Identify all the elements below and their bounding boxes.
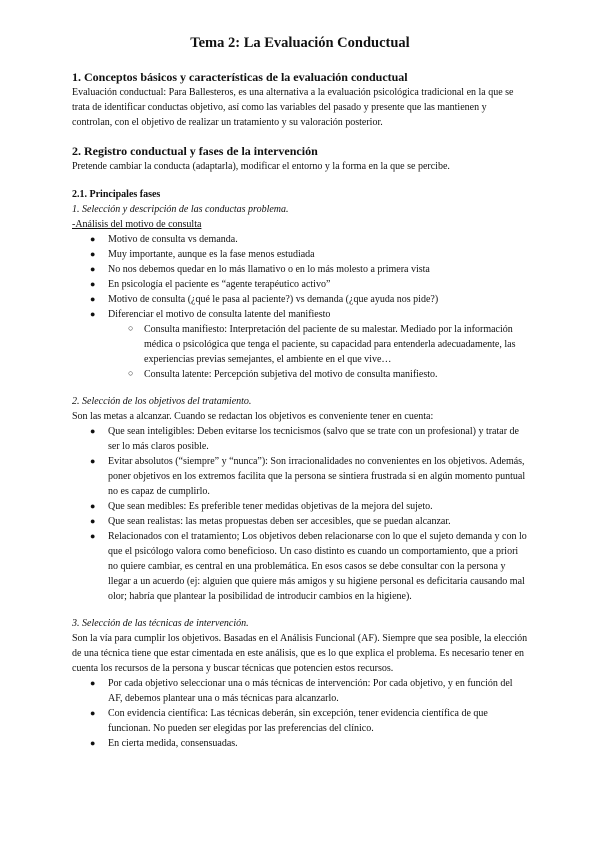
bullet-icon: ● <box>90 456 96 466</box>
bullet-icon: ● <box>90 234 96 244</box>
list-item: ● Que sean inteligibles: Deben evitarse los tecnicismos (salvo que se trate con un profesional) y tratar de ser lo más claros posible. <box>90 426 519 452</box>
section-2-text: Pretende cambiar la conducta (adaptarla), modificar el entorno y la forma en la que se percibe. <box>72 161 450 172</box>
list-item: ● Muy importante, aunque es la fase menos estudiada <box>90 249 315 260</box>
document-title: Tema 2: La Evaluación Conductual <box>190 35 410 51</box>
step-3-list <box>72 676 528 751</box>
list-item: ● En cierta medida, consensuadas. <box>90 738 238 749</box>
circle-bullet-icon: ○ <box>128 368 134 378</box>
step-2-heading: 2. Selección de los objetivos del tratamiento. <box>72 396 252 407</box>
bullet-icon: ● <box>90 294 96 304</box>
list-item: ● En psicología el paciente es “agente terapéutico activo” <box>90 279 331 290</box>
list-item: ● Con evidencia científica: Las técnicas deberán, sin excepción, tener evidencia científica de que funcionan. No pueden ser elegidas por las preferencias del clínico. <box>90 708 488 734</box>
step-1-list <box>72 232 528 382</box>
step-2-list <box>72 424 528 604</box>
list-item: ● Que sean medibles: Es preferible tener medidas objetivas de la mejora del sujeto. <box>90 501 433 512</box>
list-item: ● Evitar absolutos (“siempre” y “nunca”): Son irracionalidades no convenientes en los objetivos. Además, poner objetivos en los extremos facilita que la persona se sintiera frustrada si en algún momento puntual no es capaz de cumplirlo. <box>90 456 526 497</box>
bullet-icon: ● <box>90 309 96 319</box>
nested-list-item: ○ Consulta manifiesto: Interpretación del paciente de su malestar. Mediado por la información médica o psicológica que tenga el paciente, su capacidad para entenderla adecuadamente, las experiencias previas semejantes, el ambiente en el que vive… <box>128 323 516 365</box>
bullet-icon: ● <box>90 249 96 259</box>
section-2-heading: 2. Registro conductual y fases de la intervención <box>72 144 318 158</box>
nested-list <box>72 322 528 382</box>
circle-bullet-icon: ○ <box>128 323 134 333</box>
bullet-icon: ● <box>90 426 96 436</box>
list-item: ● Motivo de consulta vs demanda. <box>90 234 238 245</box>
list-item: ● No nos debemos quedar en lo más llamativo o en lo más molesto a primera vista <box>90 264 430 275</box>
nested-list-item: ○ Consulta latente: Percepción subjetiva del motivo de consulta manifiesto. <box>128 368 438 380</box>
bullet-icon: ● <box>90 738 96 748</box>
bullet-icon: ● <box>90 279 96 289</box>
bullet-icon: ● <box>90 678 96 688</box>
list-item: ● Motivo de consulta (¿qué le pasa al paciente?) vs demanda (¿que ayuda nos pide?) <box>90 294 439 305</box>
step-3-intro: Son la vía para cumplir los objetivos. Basadas en el Análisis Funcional (AF). Siempre que sea posible, la elección de una técnica tiene que estar cimentada en este análisis, que es lo que explica el problema. Es necesario tener en cuenta los recursos de la persona y buscar técnicas que potencien estos recursos. <box>72 633 528 674</box>
list-item: ● Por cada objetivo seleccionar una o más técnicas de intervención: Por cada objetivo, y en función del AF, debemos plantear una o más técnicas para alcanzarlo. <box>90 678 513 704</box>
bullet-icon: ● <box>90 516 96 526</box>
step-1-heading: 1. Selección y descripción de las conductas problema. <box>72 204 289 215</box>
section-2-1-heading: 2.1. Principales fases <box>72 189 161 200</box>
bullet-icon: ● <box>90 531 96 541</box>
step-2-intro: Son las metas a alcanzar. Cuando se redactan los objetivos es conveniente tener en cuenta: <box>72 411 434 422</box>
section-1-text: Evaluación conductual: Para Ballesteros, es una alternativa a la evaluación psicológica tradicional en la que se trata de identificar conductas objetivo, así como las variables del pasado y presente que las mantienen y controlan, con el objetivo de realizar un tratamiento y su valoración posterior. <box>72 87 514 128</box>
list-item: ● Relacionados con el tratamiento; Los objetivos deben relacionarse con lo que el sujeto demanda y con lo que el psicólogo valora como beneficioso. Un caso distinto es cuando un comportamiento, que a priori no quiere cambiar, es central en una problemática. En esos casos se debe consultar con la persona y llegar a un acuerdo (ej: alguien que quiere más amigos y su higiene personal es deficitaria causando mal olor; habría que plantear la posibilidad de introducir cambios en la higiene). <box>90 531 527 602</box>
bullet-icon: ● <box>90 708 96 718</box>
step-1-subheading: -Análisis del motivo de consulta <box>72 219 202 230</box>
bullet-icon: ● <box>90 264 96 274</box>
list-item: ● Diferenciar el motivo de consulta latente del manifiesto ○ Consulta manifiesto: Interpretación del paciente de su malestar. Mediado por la información médica o psicológica que tenga el paciente, su capacidad para entenderla adecuadamente, las experiencias previas semejantes, el ambiente en el que vive… ○ Consulta latente: Percepción subjetiva del motivo de consulta manifiesto. <box>72 307 528 382</box>
section-1-heading: 1. Conceptos básicos y características de la evaluación conductual <box>72 70 408 84</box>
list-item: ● Que sean realistas: las metas propuestas deben ser accesibles, que se puedan alcanzar. <box>90 516 451 527</box>
step-3-heading: 3. Selección de las técnicas de intervención. <box>72 618 249 629</box>
bullet-icon: ● <box>90 501 96 511</box>
